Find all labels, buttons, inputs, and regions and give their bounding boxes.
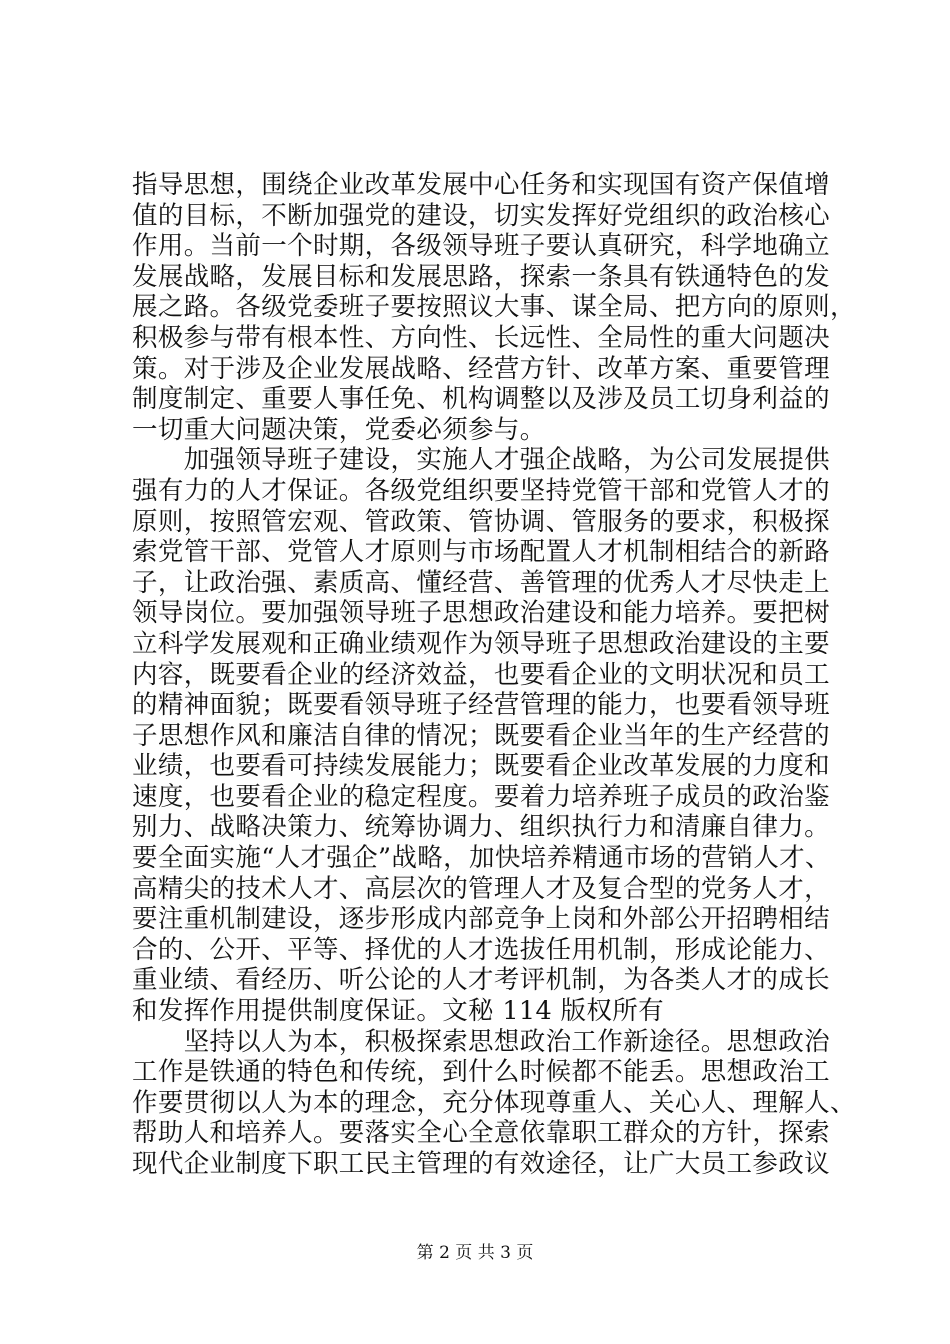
text-line: 和发挥作用提供制度保证。文秘 114 版权所有 <box>132 996 664 1027</box>
text-line: 加强领导班子建设，实施人才强企战略，为公司发展提供 <box>132 445 830 476</box>
text-line: 现代企业制度下职工民主管理的有效途径，让广大员工参政议 <box>132 1149 830 1179</box>
text-line: 子，让政治强、素质高、懂经营、善管理的优秀人才尽快走上 <box>132 567 830 598</box>
text-line: 一切重大问题决策，党委必须参与。 <box>132 414 546 445</box>
text-line: 展之路。各级党委班子要按照议大事、谋全局、把方向的原则， <box>132 292 856 323</box>
text-line: 强有力的人才保证。各级党组织要坚持党管干部和党管人才的 <box>132 475 830 506</box>
text-line: 原则，按照管宏观、管政策、管协调、管服务的要求，积极探 <box>132 506 830 537</box>
text-line: 制度制定、重要人事任免、机构调整以及涉及员工切身利益的 <box>132 384 830 415</box>
text-line: 要全面实施“人才强企”战略，加快培养精通市场的营销人才、 <box>132 843 831 874</box>
text-line: 积极参与带有根本性、方向性、长远性、全局性的重大问题决 <box>132 322 830 353</box>
text-line: 工作是铁通的特色和传统，到什么时候都不能丢。思想政治工 <box>132 1057 830 1088</box>
text-line: 帮助人和培养人。要落实全心全意依靠职工群众的方针，探索 <box>132 1118 830 1149</box>
text-line: 值的目标，不断加强党的建设，切实发挥好党组织的政治核心 <box>132 200 830 231</box>
text-line: 要注重机制建设，逐步形成内部竞争上岗和外部公开招聘相结 <box>132 904 830 935</box>
text-line: 子思想作风和廉洁自律的情况；既要看企业当年的生产经营的 <box>132 720 830 751</box>
text-line: 高精尖的技术人才、高层次的管理人才及复合型的党务人才， <box>132 873 830 904</box>
text-line: 重业绩、看经历、听公论的人才考评机制，为各类人才的成长 <box>132 965 830 996</box>
text-line: 速度，也要看企业的稳定程度。要着力培养班子成员的政治鉴 <box>132 781 830 812</box>
text-line: 内容，既要看企业的经济效益，也要看企业的文明状况和员工 <box>132 659 830 690</box>
text-line: 领导岗位。要加强领导班子思想政治建设和能力培养。要把树 <box>132 598 830 629</box>
text-line: 业绩，也要看可持续发展能力；既要看企业改革发展的力度和 <box>132 751 830 782</box>
text-line: 作要贯彻以人为本的理念，充分体现尊重人、关心人、理解人、 <box>132 1087 856 1118</box>
text-line: 立科学发展观和正确业绩观作为领导班子思想政治建设的主要 <box>132 628 830 659</box>
text-line: 指导思想，围绕企业改革发展中心任务和实现国有资产保值增 <box>132 170 830 200</box>
document-body <box>132 170 856 1180</box>
text-line: 发展战略，发展目标和发展思路，探索一条具有铁通特色的发 <box>132 261 830 292</box>
text-line: 别力、战略决策力、统筹协调力、组织执行力和清廉自律力。 <box>132 812 830 843</box>
text-line: 坚持以人为本，积极探索思想政治工作新途径。思想政治 <box>132 1026 830 1057</box>
text-line: 合的、公开、平等、择优的人才选拔任用机制，形成论能力、 <box>132 934 830 965</box>
page-footer: 第 2 页 共 3 页 <box>416 1243 534 1263</box>
text-line: 作用。当前一个时期，各级领导班子要认真研究，科学地确立 <box>132 231 830 262</box>
text-line: 的精神面貌；既要看领导班子经营管理的能力，也要看领导班 <box>132 690 830 721</box>
text-line: 策。对于涉及企业发展战略、经营方针、改革方案、重要管理 <box>132 353 830 384</box>
text-line: 索党管干部、党管人才原则与市场配置人才机制相结合的新路 <box>132 537 830 568</box>
